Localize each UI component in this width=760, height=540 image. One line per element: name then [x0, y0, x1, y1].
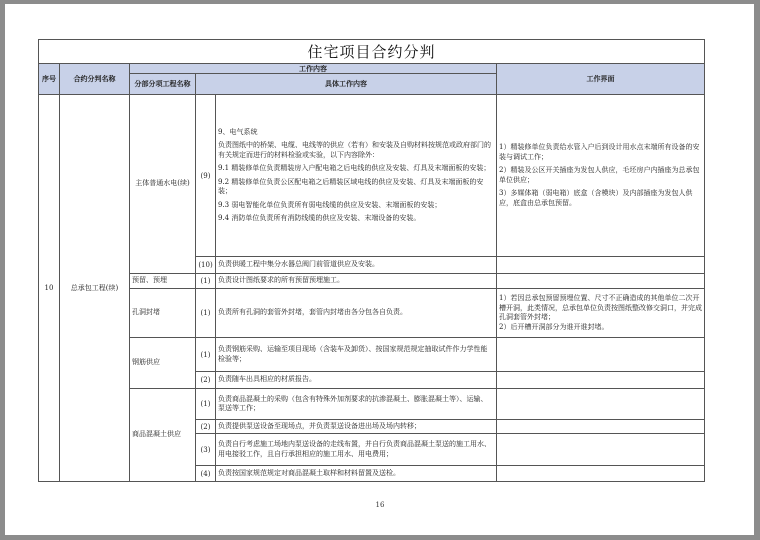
work-content-cell: 负责所有孔洞的套管外封堵，套管内封堵由各分包各自负责。 [216, 289, 497, 338]
interface-cell [497, 257, 705, 274]
sub-name-sealing: 孔洞封堵 [130, 289, 196, 338]
table-title: 住宅项目合约分判 [39, 40, 705, 64]
sub-name-electrical: 主体普通水电(续) [130, 95, 196, 274]
page-number: 16 [375, 501, 385, 509]
work-content-cell: 负责随车出具相应的材质报告。 [216, 372, 497, 389]
header-contract-name: 合约分判名称 [60, 64, 130, 95]
interface-cell [497, 466, 705, 482]
item-number: (9) [196, 95, 216, 257]
item-number: (1) [196, 289, 216, 338]
work-paragraph: 9.2 精装修单位负责公区配电箱之后精装区域电线的供应及安装、灯具及末端面板的安装； [218, 177, 484, 195]
work-content-cell [216, 95, 497, 257]
sub-name-rebar: 钢筋供应 [130, 338, 196, 389]
work-content-cell: 负责提供泵送设备至现场点，并负责泵送设备进出场及场内转移； [216, 420, 497, 434]
work-content-cell: 负责商品混凝土的采购（包含有特殊外加剂要求的抗渗混凝土、膨胀混凝土等）、运输、泵送等工作； [216, 389, 497, 420]
row-seq: 10 [39, 95, 60, 482]
item-number: (2) [196, 372, 216, 389]
item-number: (1) [196, 338, 216, 372]
interface-paragraph: 3）多媒体箱（弱电箱）底盒（含模块）及内部插座为发包人供应，底盒由总承包预留。 [499, 189, 693, 207]
interface-cell [497, 338, 705, 372]
contract-table [38, 39, 705, 482]
work-paragraph: 9、电气系统 [218, 127, 258, 136]
item-number: (1) [196, 274, 216, 289]
interface-cell [497, 95, 705, 257]
interface-cell [497, 434, 705, 466]
interface-cell [497, 274, 705, 289]
interface-cell [497, 420, 705, 434]
header-specific-content: 具体工作内容 [196, 74, 497, 95]
interface-cell [497, 289, 705, 338]
interface-paragraph: 2）后开槽开洞部分为谁开谁封堵。 [499, 322, 609, 331]
work-content-cell: 负责按国家规范规定对商品混凝土取样和材料留置及送检。 [216, 466, 497, 482]
item-number: (1) [196, 389, 216, 420]
item-number: (4) [196, 466, 216, 482]
header-sub-name: 分部分项工程名称 [130, 74, 196, 95]
header-work-content: 工作内容 [130, 64, 497, 74]
interface-paragraph: 2）精装及公区开关插座为发包人供应，毛坯房户内插座为总承包单位供应； [499, 166, 700, 184]
work-content-cell: 负责钢筋采购、运输至项目现场（含装车及卸货）、按国家规范规定抽取试件作力学性能检验等； [216, 338, 497, 372]
header-interface: 工作界面 [497, 64, 705, 95]
interface-cell [497, 372, 705, 389]
interface-paragraph: 1）精装修单位负责给水管入户后到设计用水点末端所有设备的安装与调试工作； [499, 143, 700, 161]
work-paragraph: 9.4 消防单位负责所有消防线缆的供应及安装、末端设备的安装。 [218, 214, 421, 222]
contract-name: 总承包工程(续) [60, 95, 130, 482]
item-number: (10) [196, 257, 216, 274]
work-paragraph: 9.3 弱电智能化单位负责所有弱电线缆的供应及安装、末端面板的安装； [218, 200, 442, 209]
work-content-cell: 负责供暖工程中集分水器总阀门前管道供应及安装。 [216, 257, 497, 274]
work-content-cell: 负责自行考虑施工场地内泵送设备的走线布置，并自行负责商品混凝土泵送的施工用水、用电接驳工作，且自行承担相应的施工用水、用电费用； [216, 434, 497, 466]
interface-cell [497, 389, 705, 420]
item-number: (3) [196, 434, 216, 466]
header-seq: 序号 [39, 64, 60, 95]
sub-name-embed: 预留、预埋 [130, 274, 196, 289]
work-paragraph: 负责图纸中的桥架、电缆、电线等的供应（若有）和安装及自购材料按规范或政府部门的有关规定而进行的材料检验或实验，以下内容除外： [218, 141, 491, 159]
item-number: (2) [196, 420, 216, 434]
work-content-cell: 负责设计图纸要求的所有预留预埋施工。 [216, 274, 497, 289]
interface-paragraph: 1）若因总承包预留预埋位置、尺寸不正确造成的其他单位二次开槽开洞，此类情况，总承包单位负责按图纸整改修交洞口，并完成孔洞套管外封堵； [499, 294, 702, 321]
sub-name-concrete: 商品混凝土供应 [130, 389, 196, 482]
work-paragraph: 9.1 精装修单位负责精装房入户配电箱之后电线的供应及安装、灯具及末端面板的安装； [218, 164, 491, 172]
